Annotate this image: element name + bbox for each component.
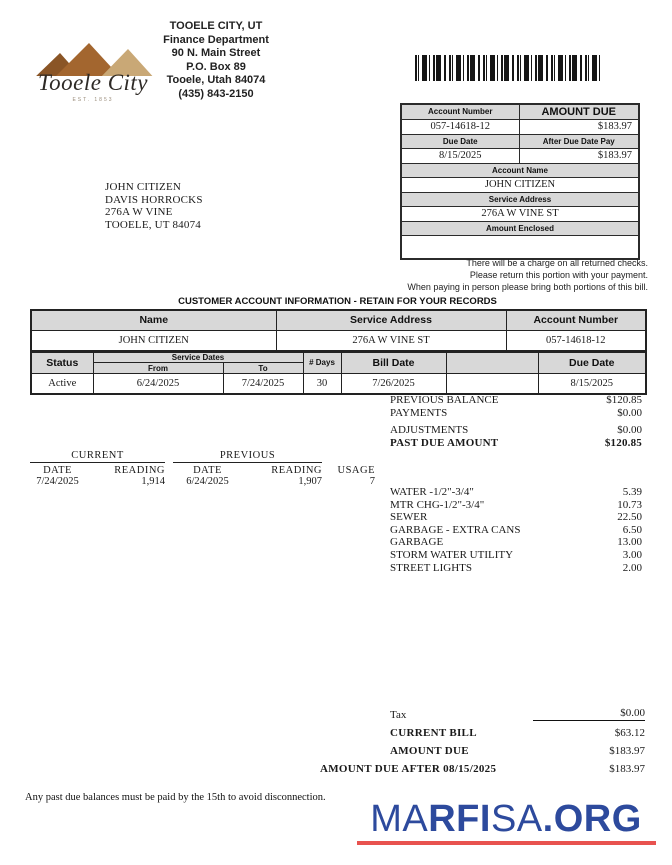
charge-value: 5.39 [622, 486, 642, 498]
stub-account-name-value: JOHN CITIZEN [401, 177, 639, 192]
previous-reading-header: READING [271, 465, 322, 476]
totals-section [320, 703, 645, 775]
stub-amount-enclosed-label: Amount Enclosed [401, 221, 639, 235]
brand-part: SA [490, 798, 543, 840]
previous-date-header: DATE [193, 465, 222, 476]
mailing-line: DAVIS HORROCKS [105, 193, 203, 206]
record-from-value: 6/24/2025 [93, 374, 223, 394]
note-line: There will be a charge on all returned checks. [466, 258, 648, 268]
payment-stub-table [400, 103, 640, 260]
payments-value: $0.00 [617, 407, 642, 419]
current-group-label: CURRENT [30, 450, 165, 463]
mailing-line: 276A W VINE [105, 206, 173, 218]
amount-due-label: AMOUNT DUE [390, 745, 469, 757]
charge-row [390, 511, 642, 524]
marfisa-logo [356, 798, 656, 840]
charge-label: GARBAGE - EXTRA CANS [390, 523, 521, 536]
usage-header: USAGE [337, 465, 375, 476]
tax-value: $0.00 [533, 707, 645, 721]
amount-due-after-row [320, 757, 645, 775]
stub-due-date-label: Due Date [401, 134, 519, 148]
record-days-value: 30 [303, 374, 341, 394]
record-blank-value-cell [446, 374, 538, 394]
logo-established-text: EST. 1853 [72, 97, 114, 103]
stub-amount-enclosed-input-area [401, 235, 639, 259]
charge-value: 3.00 [622, 548, 642, 561]
phone: (435) 843-2150 [178, 87, 254, 100]
previous-date-value: 6/24/2025 [186, 476, 229, 487]
current-reading-header: READING [114, 465, 165, 476]
tax-label: Tax [390, 709, 407, 721]
current-reading-value: 1,914 [141, 476, 165, 487]
charge-row [390, 499, 642, 512]
stub-service-address-value: 276A W VINE ST [401, 206, 639, 221]
city-state-zip: Tooele, Utah 84074 [166, 74, 266, 86]
current-date-value: 7/24/2025 [36, 476, 79, 487]
record-bill-date-value: 7/26/2025 [341, 374, 446, 394]
amount-due-after-label: AMOUNT DUE AFTER 08/15/2025 [320, 763, 497, 775]
balance-row [390, 407, 642, 420]
record-due-date-label: Due Date [538, 352, 646, 374]
charge-row [390, 536, 642, 549]
current-charges-list [390, 486, 642, 574]
charge-value: 22.50 [617, 511, 642, 524]
mailing-line: JOHN CITIZEN [105, 181, 182, 193]
charge-label: STREET LIGHTS [390, 561, 472, 574]
previous-reading-value: 1,907 [298, 476, 322, 487]
payment-notes [330, 257, 648, 293]
meter-readings [30, 450, 382, 487]
stub-after-due-label: After Due Date Pay [519, 134, 639, 148]
record-service-address-label: Service Address [276, 310, 506, 330]
record-service-address-value: 276A W VINE ST [276, 330, 506, 350]
current-bill-label: CURRENT BILL [390, 727, 477, 739]
record-name-label: Name [31, 310, 276, 330]
stub-due-date-value: 8/15/2025 [401, 148, 519, 163]
amount-due-row [320, 739, 645, 757]
charge-value: 13.00 [617, 536, 642, 549]
balance-row [390, 394, 642, 407]
amount-due-value: $183.97 [609, 745, 645, 757]
payments-label: PAYMENTS [390, 407, 448, 419]
record-bill-date-label: Bill Date [341, 352, 446, 374]
charge-row [390, 524, 642, 537]
charge-label: WATER -1/2"-3/4" [390, 486, 474, 498]
remit-to-address [130, 20, 302, 101]
barcode [415, 55, 601, 81]
brand-part: RFI [428, 798, 491, 840]
po-box: P.O. Box 89 [186, 60, 246, 73]
stub-account-name-label: Account Name [401, 163, 639, 177]
usage-value: 7 [369, 476, 375, 487]
record-name-value: JOHN CITIZEN [31, 330, 276, 350]
note-line: When paying in person please bring both portions of this bill. [407, 282, 648, 292]
stub-amount-due-label: AMOUNT DUE [519, 104, 639, 119]
charge-label: GARBAGE [390, 536, 444, 549]
tax-row [320, 703, 645, 721]
charge-value: 6.50 [622, 523, 642, 536]
account-record-tables [30, 309, 645, 395]
brand-part: MA [370, 798, 429, 840]
record-service-dates-label: Service Dates [93, 352, 303, 363]
previous-balance-value: $120.85 [606, 394, 642, 406]
department: Finance Department [163, 33, 269, 46]
record-due-date-value: 8/15/2025 [538, 374, 646, 394]
stub-account-number-label: Account Number [401, 104, 519, 119]
balance-summary [390, 394, 642, 450]
charge-label: MTR CHG-1/2"-3/4" [390, 498, 485, 511]
current-date-header: DATE [43, 465, 72, 476]
charge-label: SEWER [390, 511, 428, 524]
disconnection-warning: Any past due balances must be paid by the 15th to avoid disconnection. [25, 792, 326, 803]
section-heading: CUSTOMER ACCOUNT INFORMATION - RETAIN FOR YOUR RECORDS [178, 296, 497, 307]
stub-after-due-value: $183.97 [519, 148, 639, 163]
record-account-number-value: 057-14618-12 [506, 330, 646, 350]
record-to-label: To [223, 363, 303, 374]
account-identity-table [30, 309, 647, 351]
record-status-value: Active [31, 374, 93, 394]
record-to-value: 7/24/2025 [223, 374, 303, 394]
charge-label: STORM WATER UTILITY [390, 548, 514, 561]
customer-mailing-address [105, 181, 203, 231]
note-line: Please return this portion with your payment. [469, 270, 648, 280]
street: 90 N. Main Street [171, 47, 261, 59]
mailing-line: TOOELE, UT 84074 [105, 218, 201, 231]
charge-row [390, 486, 642, 499]
current-bill-row [320, 721, 645, 739]
city-name: TOOELE CITY, UT [169, 20, 263, 32]
balance-row [390, 424, 642, 437]
adjustments-label: ADJUSTMENTS [390, 424, 469, 436]
previous-group-label: PREVIOUS [173, 450, 322, 463]
record-days-label: # Days [303, 352, 341, 374]
record-account-number-label: Account Number [506, 310, 646, 330]
record-from-label: From [93, 363, 223, 374]
current-bill-value: $63.12 [614, 727, 645, 739]
past-due-label: PAST DUE AMOUNT [390, 437, 499, 449]
brand-part: .ORG [542, 798, 642, 840]
charge-row [390, 562, 642, 575]
charge-value: 2.00 [622, 561, 642, 574]
amount-due-after-value: $183.97 [609, 763, 645, 775]
service-period-table [30, 351, 647, 395]
logo-wordmark: Tooele City [37, 70, 149, 95]
stub-service-address-label: Service Address [401, 192, 639, 206]
charge-value: 10.73 [617, 498, 642, 511]
balance-row [390, 437, 642, 450]
record-blank-header-cell [446, 352, 538, 374]
previous-balance-label: PREVIOUS BALANCE [390, 394, 499, 406]
charge-row [390, 549, 642, 562]
stub-amount-due-value: $183.97 [519, 119, 639, 134]
brand-underline [357, 841, 656, 845]
record-status-label: Status [31, 352, 93, 374]
past-due-value: $120.85 [604, 437, 642, 449]
stub-account-number-value: 057-14618-12 [401, 119, 519, 134]
adjustments-value: $0.00 [617, 424, 642, 436]
